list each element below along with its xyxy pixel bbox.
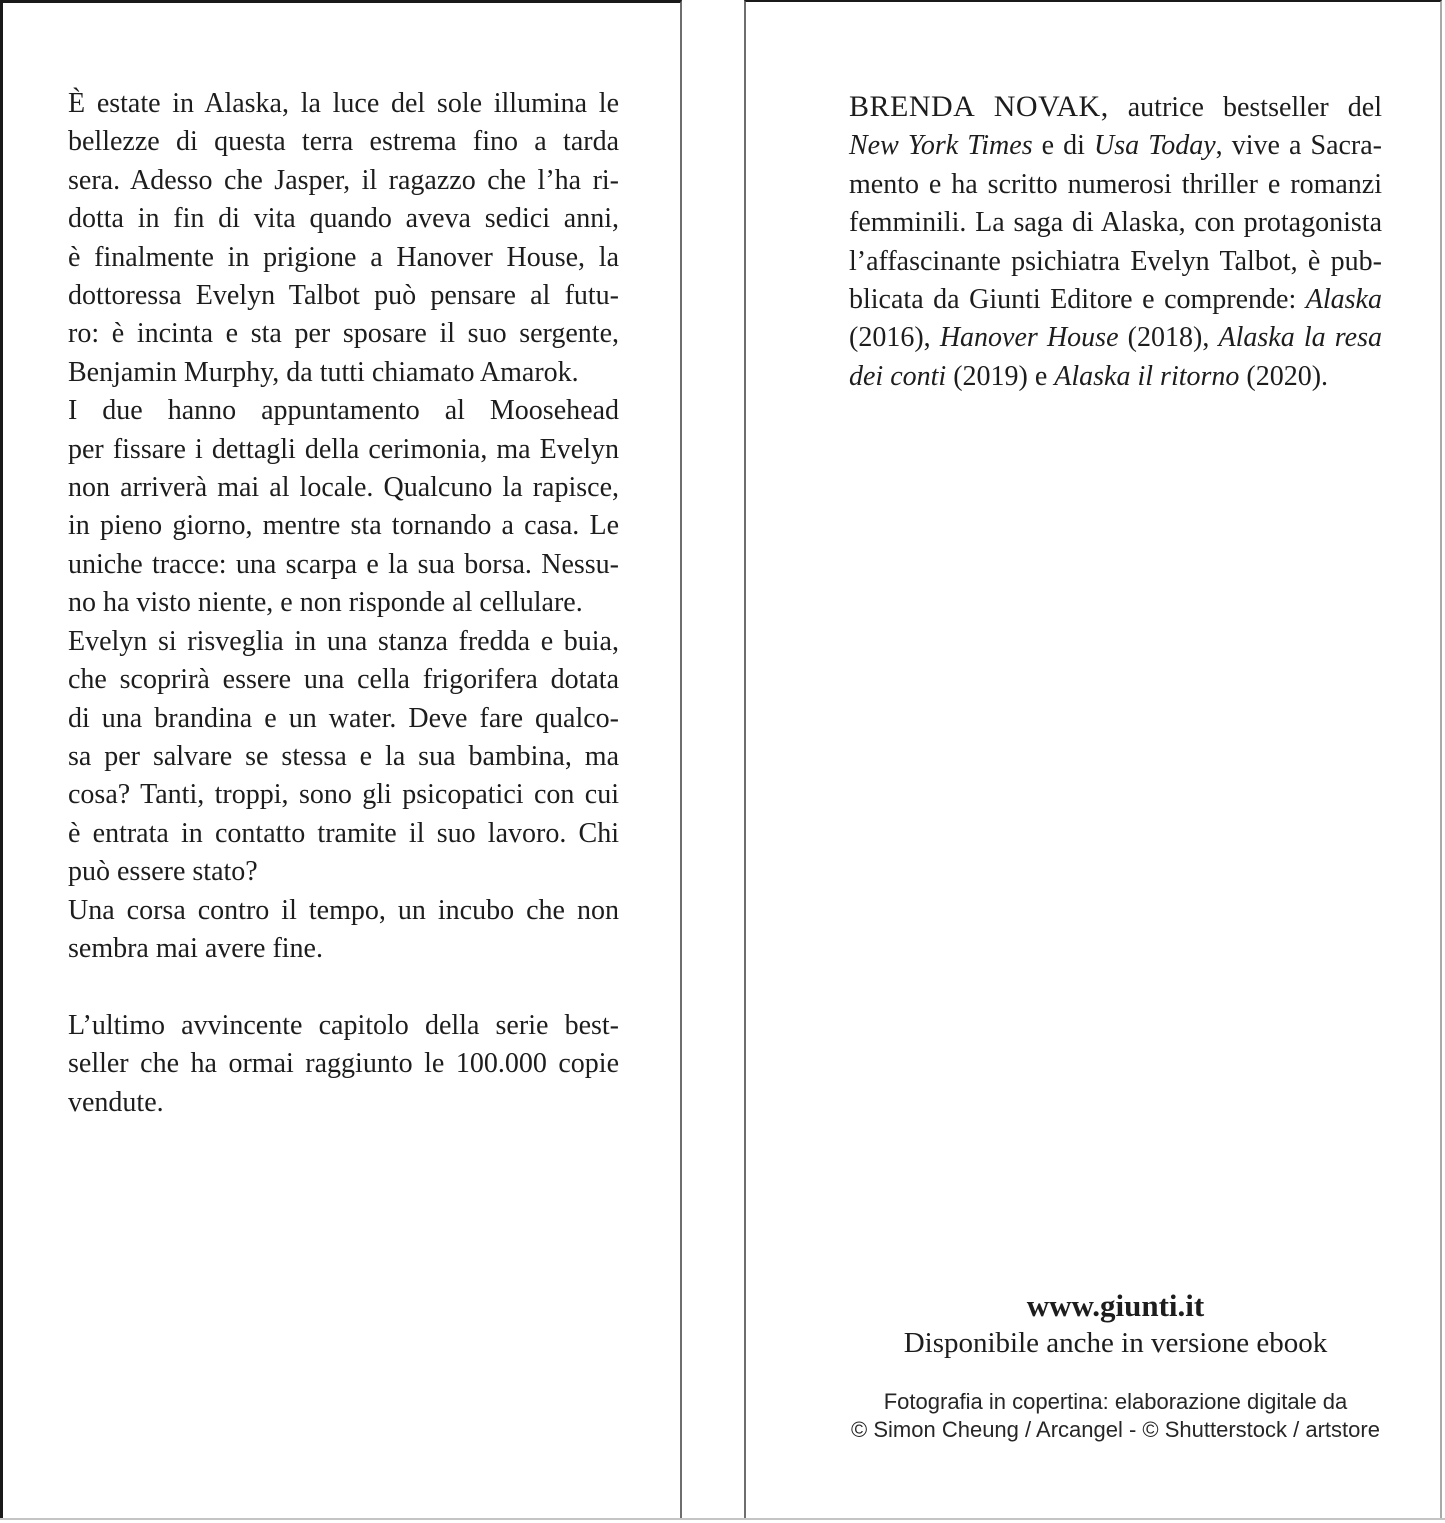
text-line <box>68 892 619 930</box>
text-line <box>68 700 619 738</box>
text-segment: (2016), <box>849 322 940 354</box>
text-segment: dotta in fin di vita quando aveva sedici anni, <box>68 203 619 235</box>
text-segment: mento e ha scritto numerosi thriller e romanzi <box>849 168 1382 200</box>
text-segment: L’ultimo avvincente capitolo della serie best- <box>68 1009 619 1041</box>
text-line <box>849 127 1382 165</box>
text-line <box>68 1084 619 1122</box>
text-segment: può essere stato? <box>68 856 258 888</box>
text-segment: (2019) e <box>946 360 1055 392</box>
text-segment: I due hanno appuntamento al Moosehead <box>68 395 619 427</box>
text-segment: Evelyn si risveglia in una stanza fredda e buia, <box>68 625 619 657</box>
italic-text-segment: dei conti <box>849 360 947 392</box>
text-segment: non arriverà mai al locale. Qualcuno la rapisce, <box>68 472 619 504</box>
text-line <box>68 392 619 430</box>
text-line <box>849 358 1382 396</box>
text-line <box>68 930 619 968</box>
text-line <box>68 1045 619 1083</box>
photo-credit-line: © Simon Cheung / Arcangel - © Shutterstock / artstore <box>851 1417 1380 1442</box>
text-segment: femminili. La saga di Alaska, con protagonista <box>849 207 1382 239</box>
left-flap-panel <box>0 0 682 1518</box>
text-line <box>68 584 619 622</box>
text-segment: vendute. <box>68 1086 164 1118</box>
synopsis-text <box>68 85 619 1122</box>
text-line <box>68 277 619 315</box>
text-segment: ro: è incinta e sta per sposare il suo sergente, <box>68 318 619 350</box>
text-line <box>68 162 619 200</box>
text-segment: blicata da Giunti Editore e comprende: <box>849 284 1306 316</box>
text-segment: , vive a Sacra- <box>1215 130 1383 162</box>
italic-text-segment: Alaska il ritorno <box>1054 360 1240 392</box>
photo-credit-line: Fotografia in copertina: elaborazione digitale da <box>883 1389 1348 1414</box>
text-line <box>68 354 619 392</box>
text-line <box>849 243 1382 281</box>
text-line <box>68 661 619 699</box>
text-line <box>68 315 619 353</box>
italic-text-segment: Usa Today <box>1094 130 1216 162</box>
photo-credits <box>849 1388 1382 1444</box>
text-segment: l’affascinante psichiatra Evelyn Talbot, è pub- <box>849 245 1382 277</box>
text-segment: dottoressa Evelyn Talbot può pensare al futu- <box>68 280 619 312</box>
text-line <box>68 776 619 814</box>
text-segment: È estate in Alaska, la luce del sole illumina le <box>68 88 619 119</box>
text-segment: sembra mai avere fine. <box>68 932 323 964</box>
text-line <box>68 853 619 891</box>
italic-text-segment: Hanover House <box>939 322 1119 354</box>
italic-text-segment: Alaska <box>1305 284 1382 316</box>
text-segment: uniche tracce: una scarpa e la sua borsa. Nessu- <box>68 548 619 580</box>
text-line <box>68 1007 619 1045</box>
text-line <box>68 239 619 277</box>
text-segment: (2018), <box>1118 322 1219 354</box>
text-segment: (2020). <box>1239 360 1329 392</box>
text-line <box>68 623 619 661</box>
publisher-website: www.giunti.it <box>1026 1288 1205 1323</box>
author-name-caps: BRENDA NOVAK, <box>849 90 1109 123</box>
text-segment: di una brandina e un water. Deve fare qualco- <box>68 702 619 734</box>
text-segment: e di <box>1032 130 1095 162</box>
text-line <box>68 431 619 469</box>
right-flap-footer <box>849 1287 1382 1444</box>
text-line <box>849 88 1382 127</box>
text-segment: è entrata in contatto tramite il suo lavoro. Chi <box>68 817 619 849</box>
text-segment: che scoprirà essere una cella frigorifera dotata <box>68 664 619 696</box>
bottom-edge-line <box>0 1518 1445 1520</box>
text-line <box>849 319 1382 357</box>
blank-line <box>68 968 619 1006</box>
author-bio-text <box>849 88 1382 396</box>
text-line <box>849 204 1382 242</box>
text-line <box>68 200 619 238</box>
text-line <box>68 738 619 776</box>
italic-text-segment: Alaska la resa <box>1218 322 1382 354</box>
italic-text-segment: New York Times <box>849 130 1033 162</box>
ebook-availability-note: Disponibile anche in versione ebook <box>903 1327 1328 1359</box>
text-line <box>849 281 1382 319</box>
right-flap-panel <box>744 0 1442 1518</box>
text-line <box>68 85 619 123</box>
text-segment: in pieno giorno, mentre sta tornando a casa. Le <box>68 510 619 542</box>
text-segment: Benjamin Murphy, da tutti chiamato Amarok. <box>68 356 579 388</box>
text-segment: cosa? Tanti, troppi, sono gli psicopatici con cui <box>68 779 619 811</box>
text-line <box>68 507 619 545</box>
text-line <box>68 469 619 507</box>
text-segment: seller che ha ormai raggiunto le 100.000 copie <box>68 1048 619 1080</box>
text-segment: sa per salvare se stessa e la sua bambina, ma <box>68 740 619 772</box>
text-segment: bellezze di questa terra estrema fino a tarda <box>68 126 619 158</box>
text-segment: no ha visto niente, e non risponde al cellulare. <box>68 587 583 619</box>
text-segment: Una corsa contro il tempo, un incubo che non <box>68 894 619 926</box>
text-segment: è finalmente in prigione a Hanover House, la <box>68 241 619 273</box>
text-segment: sera. Adesso che Jasper, il ragazzo che l’ha ri- <box>68 164 619 196</box>
text-segment: per fissare i dettagli della cerimonia, ma Evelyn <box>68 433 619 465</box>
text-segment: autrice bestseller del <box>1108 92 1382 123</box>
text-line <box>68 815 619 853</box>
text-line <box>68 546 619 584</box>
text-line <box>68 123 619 161</box>
text-line <box>849 166 1382 204</box>
